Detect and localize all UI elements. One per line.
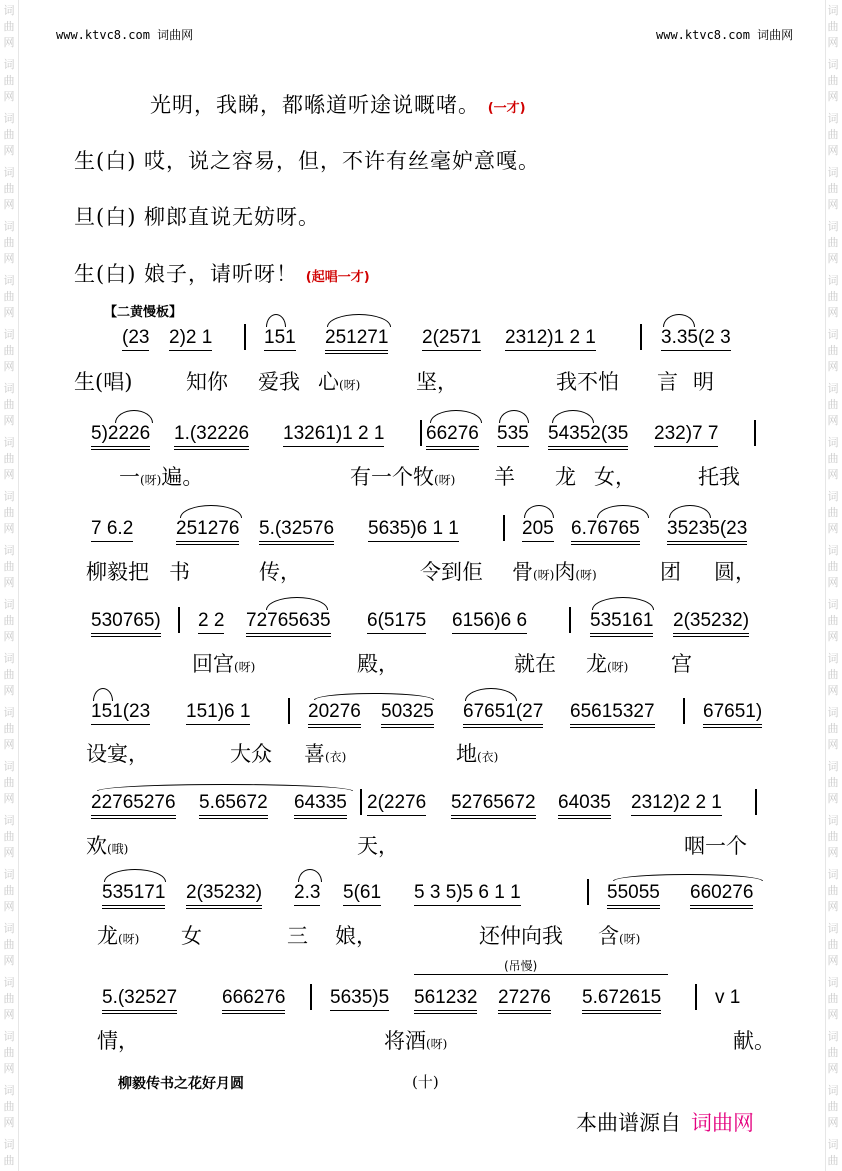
dialogue-line-2 (74, 145, 540, 175)
header-url[interactable]: www.ktvc8.com (656, 28, 750, 42)
note-group: 6.76765 (571, 518, 640, 540)
watermark-glyph: 曲 (827, 398, 839, 411)
score-row-5 (0, 701, 842, 741)
barline (569, 607, 571, 633)
note-group: 20276 (308, 701, 361, 723)
note-group: 2(35232) (186, 882, 262, 904)
lyric: 大众 (230, 742, 272, 766)
watermark-glyph: 词 (3, 652, 15, 665)
note-group: 5.65672 (199, 792, 268, 814)
note-group: 151(23 (91, 701, 150, 723)
watermark-glyph: 曲 (3, 506, 15, 519)
source-label: 本曲谱源自 (576, 1111, 681, 1135)
lyric: 含(呀) (598, 924, 641, 948)
watermark-glyph: 网 (827, 252, 839, 265)
watermark-glyph: 网 (3, 954, 15, 967)
note-group: 7 6.2 (91, 518, 133, 540)
watermark-glyph: 网 (3, 738, 15, 751)
page-number: (十) (412, 1073, 439, 1091)
note-group: 666276 (222, 987, 285, 1009)
watermark-glyph: 网 (3, 90, 15, 103)
watermark-glyph: 网 (827, 846, 839, 859)
barline (420, 420, 422, 446)
watermark-glyph: 网 (3, 144, 15, 157)
barline (244, 324, 246, 350)
dialogue-text: 光明，我睇，都喺道听途说嘅啫。 (150, 93, 480, 117)
watermark-glyph: 曲 (3, 182, 15, 195)
watermark-glyph: 网 (827, 468, 839, 481)
note-group: 6156)6 6 (452, 610, 527, 632)
watermark-glyph: 曲 (3, 560, 15, 573)
watermark-glyph: 曲 (827, 1046, 839, 1059)
note-group: v 1 (715, 987, 741, 1008)
note-group: 251271 (325, 327, 388, 349)
note-group: 67651(27 (463, 701, 543, 723)
watermark-glyph: 词 (827, 976, 839, 989)
lyrics-row-1 (0, 366, 842, 400)
watermark-glyph: 网 (3, 846, 15, 859)
watermark-glyph: 网 (3, 252, 15, 265)
watermark-glyph: 网 (3, 468, 15, 481)
watermark-glyph: 网 (827, 684, 839, 697)
watermark-glyph: 曲 (3, 1046, 15, 1059)
lyric: 女， (594, 465, 636, 489)
watermark-glyph: 词 (827, 706, 839, 719)
dialogue-text: 生(白) 娘子，请听呀！ (74, 262, 299, 286)
watermark-glyph: 词 (827, 4, 839, 17)
watermark-glyph: 词 (3, 814, 15, 827)
watermark-glyph: 词 (3, 436, 15, 449)
lyric: 明 (693, 370, 714, 394)
watermark-glyph: 曲 (827, 830, 839, 843)
watermark-glyph: 网 (827, 630, 839, 643)
watermark-glyph: 网 (827, 198, 839, 211)
source-credit[interactable] (576, 1107, 754, 1137)
note-group: 151 (264, 327, 296, 349)
lyric: 托我 (698, 465, 740, 489)
barline (587, 879, 589, 905)
watermark-glyph: 词 (827, 760, 839, 773)
watermark-glyph: 网 (3, 414, 15, 427)
dialogue-line-4 (74, 258, 370, 288)
lyric: 羊 (494, 465, 515, 489)
lyric: 设宴， (86, 742, 149, 766)
lyrics-row-8 (0, 1025, 842, 1059)
watermark-glyph: 网 (827, 576, 839, 589)
note-group: 64335 (294, 792, 347, 814)
watermark-glyph: 网 (3, 36, 15, 49)
watermark-glyph: 网 (827, 1116, 839, 1129)
dialogue-line-3 (74, 201, 320, 231)
watermark-glyph: 词 (3, 1084, 15, 1097)
watermark-glyph: 曲 (827, 668, 839, 681)
barline (754, 420, 756, 446)
watermark-glyph: 曲 (3, 614, 15, 627)
dialogue-text: 旦(白) 柳郎直说无妨呀。 (74, 205, 321, 229)
watermark-glyph: 词 (3, 976, 15, 989)
watermark-glyph: 曲 (827, 560, 839, 573)
barline (755, 789, 757, 815)
lyric: 咽一个 (684, 834, 747, 858)
watermark-glyph: 词 (827, 1084, 839, 1097)
watermark-glyph: 词 (3, 58, 15, 71)
header-site-name: 词曲网 (157, 28, 194, 42)
watermark-glyph: 词 (827, 922, 839, 935)
watermark-glyph: 网 (3, 360, 15, 373)
score-row-3 (0, 518, 842, 558)
watermark-glyph: 网 (3, 306, 15, 319)
watermark-glyph: 网 (827, 360, 839, 373)
watermark-glyph: 网 (827, 1008, 839, 1021)
watermark-glyph: 网 (827, 954, 839, 967)
watermark-glyph: 曲 (3, 344, 15, 357)
watermark-glyph: 曲 (3, 452, 15, 465)
watermark-glyph: 网 (3, 576, 15, 589)
watermark-glyph: 曲 (827, 452, 839, 465)
watermark-glyph: 词 (3, 544, 15, 557)
watermark-glyph: 词 (827, 544, 839, 557)
watermark-glyph: 网 (827, 738, 839, 751)
lyric: 书 (169, 560, 190, 584)
note-group: 50325 (381, 701, 434, 723)
note-group: 535161 (590, 610, 653, 632)
lyric: 情， (97, 1029, 139, 1053)
header-right[interactable] (656, 26, 793, 43)
watermark-glyph: 网 (827, 36, 839, 49)
note-group: 72765635 (246, 610, 331, 632)
note-group: 2)2 1 (169, 327, 212, 349)
watermark-glyph: 曲 (3, 776, 15, 789)
watermark-glyph: 网 (3, 1062, 15, 1075)
lyric: 天， (357, 834, 399, 858)
lyric: 圆， (714, 560, 756, 584)
watermark-glyph: 网 (827, 792, 839, 805)
watermark-glyph: 词 (827, 490, 839, 503)
lyric: 就在 (514, 652, 556, 676)
watermark-glyph: 曲 (3, 884, 15, 897)
note-group: 27276 (498, 987, 551, 1009)
watermark-glyph: 词 (3, 166, 15, 179)
note-group: 5 3 5)5 6 1 1 (414, 882, 521, 904)
lyric: 宫 (671, 652, 692, 676)
watermark-glyph: 词 (827, 58, 839, 71)
watermark-glyph: 曲 (3, 290, 15, 303)
section-tag: 【二黄慢板】 (104, 305, 183, 320)
note-group: 6(5175 (367, 610, 426, 632)
watermark-glyph: 词 (3, 274, 15, 287)
note-group: 2312)1 2 1 (505, 327, 596, 349)
watermark-glyph: 曲 (827, 506, 839, 519)
note-group: 65615327 (570, 701, 655, 723)
lyric: 骨(呀)肉(呀) (512, 560, 597, 584)
watermark-glyph: 词 (827, 166, 839, 179)
lyric: 龙(呀) (97, 924, 140, 948)
lyric: 还仲向我 (479, 924, 563, 948)
watermark-glyph: 词 (827, 382, 839, 395)
watermark-glyph: 词 (827, 220, 839, 233)
watermark-glyph: 词 (3, 868, 15, 881)
lyric: 心(呀) (318, 370, 361, 394)
lyric: 将酒(呀) (384, 1029, 448, 1053)
header-site-name: 词曲网 (757, 28, 794, 42)
note-group: 2312)2 2 1 (631, 792, 722, 814)
watermark-glyph: 词 (827, 436, 839, 449)
lyric: 坚， (416, 370, 458, 394)
watermark-glyph: 词 (3, 490, 15, 503)
note-group: (23 (122, 327, 149, 349)
note-group: 55055 (607, 882, 660, 904)
watermark-glyph: 曲 (3, 20, 15, 33)
watermark-glyph: 曲 (827, 938, 839, 951)
note-group: 251276 (176, 518, 239, 540)
watermark-glyph: 曲 (3, 236, 15, 249)
watermark-glyph: 网 (827, 900, 839, 913)
note-group: 2 2 (198, 610, 224, 632)
lyrics-row-5 (0, 738, 842, 772)
cue-mark: (起唱一才) (305, 270, 370, 285)
score-row-8 (0, 987, 842, 1027)
watermark-glyph: 曲 (827, 884, 839, 897)
lyric: 地(衣) (456, 742, 499, 766)
watermark-glyph: 词 (3, 922, 15, 935)
watermark-glyph: 词 (3, 328, 15, 341)
barline (683, 698, 685, 724)
lyric: 回宫(呀) (192, 652, 256, 676)
watermark-glyph: 词 (3, 4, 15, 17)
note-group: 530765) (91, 610, 161, 632)
watermark-glyph: 曲 (827, 992, 839, 1005)
note-group: 2(2276 (367, 792, 426, 814)
watermark-glyph: 曲 (827, 20, 839, 33)
note-group: 5.672615 (582, 987, 661, 1009)
lyric: 知你 (186, 370, 228, 394)
lyric: 有一个牧(呀) (350, 465, 456, 489)
score-row-1 (0, 327, 842, 367)
note-group: 5(61 (343, 882, 381, 904)
watermark-glyph: 网 (827, 522, 839, 535)
lyric: 献。 (733, 1029, 775, 1053)
note-group: 232)7 7 (654, 423, 718, 445)
watermark-glyph: 网 (3, 1116, 15, 1129)
barline (640, 324, 642, 350)
note-group: 660276 (690, 882, 753, 904)
watermark-glyph: 网 (3, 1008, 15, 1021)
watermark-glyph: 曲 (827, 1100, 839, 1113)
watermark-glyph: 词 (3, 598, 15, 611)
watermark-glyph: 词 (3, 760, 15, 773)
watermark-glyph: 词 (827, 274, 839, 287)
watermark-glyph: 词 (827, 868, 839, 881)
watermark-glyph: 网 (827, 1062, 839, 1075)
watermark-glyph: 词 (827, 1138, 839, 1151)
watermark-glyph: 词 (827, 1030, 839, 1043)
lyric: 女 (181, 924, 202, 948)
dialogue-line-1 (150, 89, 526, 119)
note-group: 66276 (426, 423, 479, 445)
watermark-glyph: 网 (3, 684, 15, 697)
note-group: 561232 (414, 987, 477, 1009)
watermark-glyph: 词 (827, 598, 839, 611)
watermark-glyph: 网 (827, 306, 839, 319)
watermark-glyph: 网 (827, 144, 839, 157)
header-url[interactable]: www.ktvc8.com (56, 28, 150, 42)
barline (695, 984, 697, 1010)
watermark-glyph: 词 (3, 1030, 15, 1043)
watermark-glyph: 网 (3, 630, 15, 643)
watermark-glyph: 曲 (3, 1154, 15, 1167)
watermark-glyph: 曲 (827, 344, 839, 357)
lyric: 令到佢 (420, 560, 483, 584)
watermark-glyph: 曲 (827, 776, 839, 789)
watermark-glyph: 词 (3, 112, 15, 125)
header-left[interactable] (56, 26, 193, 43)
watermark-glyph: 词 (3, 1138, 15, 1151)
lyric: 龙 (555, 465, 576, 489)
lyrics-row-6 (0, 830, 842, 864)
lyric: 三 (287, 924, 308, 948)
watermark-glyph: 词 (827, 112, 839, 125)
watermark-glyph: 曲 (827, 236, 839, 249)
watermark-glyph: 曲 (3, 668, 15, 681)
lyric: 喜(衣) (304, 742, 347, 766)
watermark-glyph: 曲 (3, 1100, 15, 1113)
lyric: 爱我 (258, 370, 300, 394)
watermark-glyph: 曲 (3, 992, 15, 1005)
note-group: 535171 (102, 882, 165, 904)
cue-mark: (一才) (487, 101, 526, 116)
lyric: 龙(呀) (586, 652, 629, 676)
note-group: 67651) (703, 701, 762, 723)
note-group: 13261)1 2 1 (283, 423, 384, 445)
watermark-glyph: 词 (3, 706, 15, 719)
watermark-glyph: 网 (3, 900, 15, 913)
watermark-glyph: 曲 (3, 398, 15, 411)
note-group: 535 (497, 423, 529, 445)
note-group: 22765276 (91, 792, 176, 814)
lyrics-row-2 (0, 461, 842, 495)
lyric: 娘， (335, 924, 377, 948)
barline (310, 984, 312, 1010)
score-row-2 (0, 423, 842, 463)
lyric: 殿， (357, 652, 399, 676)
note-group: 5.(32576 (259, 518, 334, 540)
note-group: 5635)6 1 1 (368, 518, 459, 540)
lyric: 传， (259, 560, 301, 584)
source-brand-link[interactable]: 词曲网 (691, 1111, 754, 1135)
score-row-6 (0, 792, 842, 832)
note-group: 64035 (558, 792, 611, 814)
lyrics-row-7 (0, 920, 842, 954)
watermark-glyph: 曲 (3, 830, 15, 843)
note-group: 1.(32226 (174, 423, 249, 445)
watermark-glyph: 词 (3, 382, 15, 395)
watermark-glyph: 曲 (827, 182, 839, 195)
tempo-mark: (吊慢) (504, 959, 538, 973)
note-group: 2(2571 (422, 327, 481, 349)
watermark-glyph: 曲 (827, 128, 839, 141)
note-group: 151)6 1 (186, 701, 250, 723)
lyrics-row-3 (0, 556, 842, 590)
watermark-glyph: 曲 (827, 74, 839, 87)
note-group: 5635)5 (330, 987, 389, 1009)
dialogue-text: 生(白) 哎，说之容易，但，不许有丝毫妒意嘎。 (74, 149, 541, 173)
lyric: 欢(哦) (86, 834, 129, 858)
watermark-glyph: 曲 (827, 290, 839, 303)
note-group: 5)2226 (91, 423, 150, 445)
watermark-glyph: 网 (3, 198, 15, 211)
watermark-glyph: 曲 (827, 614, 839, 627)
tempo-line (414, 974, 668, 975)
note-group: 3.35(2 3 (661, 327, 731, 349)
barline (360, 789, 362, 815)
barline (288, 698, 290, 724)
watermark-glyph: 网 (3, 792, 15, 805)
lyric: 言 (657, 370, 678, 394)
score-row-4 (0, 610, 842, 650)
watermark-glyph: 词 (827, 328, 839, 341)
watermark-glyph: 网 (827, 414, 839, 427)
score-row-7 (0, 882, 842, 922)
lyric: 柳毅把 (86, 560, 149, 584)
note-group: 2.3 (294, 882, 320, 904)
watermark-glyph: 曲 (3, 128, 15, 141)
lyric: 生(唱) (74, 370, 133, 394)
watermark-glyph: 曲 (3, 938, 15, 951)
barline (503, 515, 505, 541)
watermark-glyph: 网 (3, 522, 15, 535)
note-group: 205 (522, 518, 554, 540)
watermark-glyph: 曲 (827, 1154, 839, 1167)
lyrics-row-4 (0, 648, 842, 682)
watermark-glyph: 曲 (3, 722, 15, 735)
lyric: 一(呀)遍。 (119, 465, 204, 489)
watermark-glyph: 曲 (3, 74, 15, 87)
watermark-glyph: 曲 (827, 722, 839, 735)
note-group: 35235(23 (667, 518, 747, 540)
note-group: 52765672 (451, 792, 536, 814)
footer-title: 柳毅传书之花好月圆 (118, 1076, 244, 1092)
watermark-glyph: 网 (827, 90, 839, 103)
note-group: 5.(32527 (102, 987, 177, 1009)
lyric: 我不怕 (556, 370, 619, 394)
barline (178, 607, 180, 633)
watermark-glyph: 词 (827, 652, 839, 665)
note-group: 2(35232) (673, 610, 749, 632)
watermark-glyph: 词 (3, 220, 15, 233)
lyric: 团 (660, 560, 681, 584)
watermark-glyph: 词 (827, 814, 839, 827)
note-group: 54352(35 (548, 423, 628, 445)
